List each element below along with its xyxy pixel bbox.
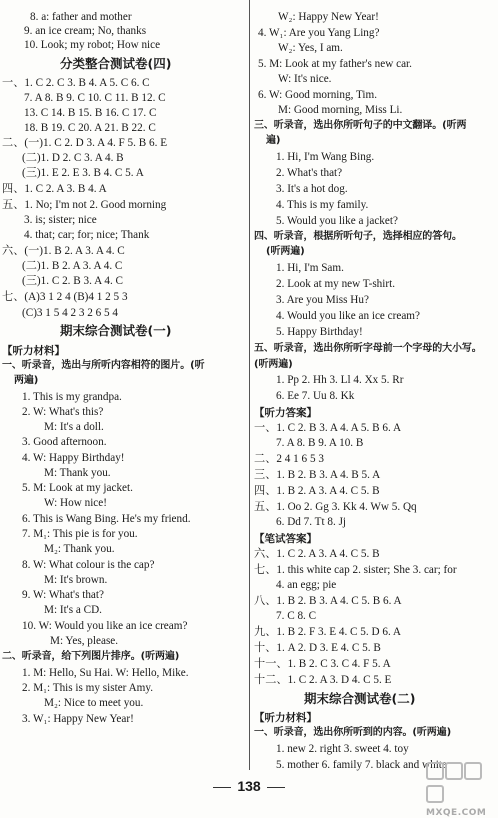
answer-line: 2. What's that? xyxy=(276,167,343,179)
answer-line: 5. M: Look at my jacket. xyxy=(22,482,133,494)
answer-line: M: It's brown. xyxy=(44,574,108,586)
answer-line: 六、(一)1. B 2. A 3. A 4. C xyxy=(2,245,125,257)
answer-line: M₂: Nice to meet you. xyxy=(44,697,144,709)
answer-line: 1. M: Hello, Su Hai. W: Hello, Mike. xyxy=(22,667,189,679)
answer-line: 二、2 4 1 6 5 3 xyxy=(254,453,324,465)
answer-line: 1. Pp 2. Hh 3. Ll 4. Xx 5. Rr xyxy=(276,374,404,386)
page-number-footer xyxy=(0,778,498,794)
answer-line: 4. an egg; pie xyxy=(276,579,337,591)
section-header: 【听力答案】 xyxy=(254,407,317,419)
answer-line: 5. M: Look at my father's new car. xyxy=(258,58,412,70)
answer-line: 5. Happy Birthday! xyxy=(276,326,363,338)
section-title: 分类整合测试卷(四) xyxy=(60,56,172,71)
answer-line: M: Thank you. xyxy=(44,467,111,479)
column-divider xyxy=(249,0,250,770)
answer-line: 5. mother 6. family 7. black and white xyxy=(276,759,447,771)
answer-line: 5. Would you like a jacket? xyxy=(276,215,398,227)
answer-line: 3. Good afternoon. xyxy=(22,436,107,448)
answer-line: 4. W₁: Are you Yang Ling? xyxy=(258,27,380,39)
question-instruction: (听两遍) xyxy=(266,246,305,257)
answer-line: M: Good morning, Miss Li. xyxy=(278,104,403,116)
page-number: 138 xyxy=(237,778,261,794)
answer-line: 2. Look at my new T-shirt. xyxy=(276,278,396,290)
answer-line: 8. W: What colour is the cap? xyxy=(22,559,155,571)
watermark-box-icon xyxy=(445,762,463,780)
answer-line: 18. B 19. C 20. A 21. B 22. C xyxy=(24,122,156,134)
answer-line: 3. It's a hot dog. xyxy=(276,183,348,195)
answer-line: 10. W: Would you like an ice cream? xyxy=(22,620,188,632)
answer-line: 13. C 14. B 15. B 16. C 17. C xyxy=(24,107,157,119)
answer-line: (三)1. E 2. E 3. B 4. C 5. A xyxy=(22,167,144,179)
answer-line: 五、1. No; I'm not 2. Good morning xyxy=(2,199,167,211)
answer-line: 9. W: What's that? xyxy=(22,589,104,601)
answer-line: (二)1. D 2. C 3. A 4. B xyxy=(22,152,124,164)
section-header: 【听力材料】 xyxy=(2,345,65,357)
answer-line: 三、1. B 2. B 3. A 4. B 5. A xyxy=(254,469,381,481)
question-instruction: 两遍) xyxy=(14,375,39,386)
answer-line: 十、1. A 2. D 3. E 4. C 5. B xyxy=(254,642,381,654)
answer-line: (C)3 1 5 4 2 3 2 6 5 4 xyxy=(22,307,119,319)
answer-line: 4. W: Happy Birthday! xyxy=(22,452,125,464)
answer-line: 4. This is my family. xyxy=(276,199,369,211)
question-instruction: 二、听录音，给下列图片排序。(听两遍) xyxy=(2,651,180,662)
answer-line: 6. Ee 7. Uu 8. Kk xyxy=(276,390,355,402)
answer-line: 10. Look; my robot; How nice xyxy=(24,39,161,51)
answer-line: 六、1. C 2. A 3. A 4. C 5. B xyxy=(254,548,380,560)
answer-line: 7. C 8. C xyxy=(276,610,317,622)
answer-line: 2. M₁: This is my sister Amy. xyxy=(22,682,154,694)
answer-line: 9. an ice cream; No, thanks xyxy=(24,25,147,37)
answer-line: 8. a: father and mother xyxy=(30,11,132,23)
section-title: 期末综合测试卷(二) xyxy=(304,691,416,706)
answer-line: 3. W₁: Happy New Year! xyxy=(22,713,134,725)
watermark-box-icon xyxy=(464,762,482,780)
dash-right xyxy=(267,787,285,788)
watermark-logo xyxy=(426,762,494,818)
answer-line: (三)1. C 2. B 3. A 4. C xyxy=(22,275,124,287)
answer-line: 6. W: Good morning, Tim. xyxy=(258,89,378,101)
answer-line: 五、1. Oo 2. Gg 3. Kk 4. Ww 5. Qq xyxy=(254,501,417,513)
answer-line: 四、1. B 2. A 3. A 4. C 5. B xyxy=(254,485,380,497)
answer-line: 2. W: What's this? xyxy=(22,406,104,418)
answer-line: 十二、1. C 2. A 3. D 4. C 5. E xyxy=(254,674,392,686)
answer-line: 6. This is Wang Bing. He's my friend. xyxy=(22,513,191,525)
answer-line: 4. Would you like an ice cream? xyxy=(276,310,420,322)
watermark-box-icon xyxy=(426,762,444,780)
question-instruction: 四、听录音，根据所听句子，选择相应的答句。 xyxy=(254,231,462,242)
dash-left xyxy=(213,787,231,788)
answer-line: 7. A 8. B 9. A 10. B xyxy=(276,437,364,449)
answer-line: 九、1. B 2. F 3. E 4. C 5. D 6. A xyxy=(254,626,402,638)
answer-line: (二)1. B 2. A 3. A 4. C xyxy=(22,260,123,272)
question-instruction: 一、听录音，选出与所听内容相符的图片。(听 xyxy=(2,360,205,371)
answer-line: 四、1. C 2. A 3. B 4. A xyxy=(2,183,107,195)
answer-line: M₂: Thank you. xyxy=(44,543,115,555)
answer-line: 3. is; sister; nice xyxy=(24,214,97,226)
watermark-url: MXQE.COM xyxy=(426,808,487,818)
answer-line: M: Yes, please. xyxy=(50,635,119,647)
answer-line: 八、1. B 2. B 3. A 4. C 5. B 6. A xyxy=(254,595,402,607)
answer-line: M: It's a doll. xyxy=(44,421,104,433)
answer-line: 7. M₁: This pie is for you. xyxy=(22,528,138,540)
answer-line: 一、1. C 2. C 3. B 4. A 5. C 6. C xyxy=(2,77,150,89)
answer-line: W₂: Yes, I am. xyxy=(278,42,343,54)
answer-line: 七、1. this white cap 2. sister; She 3. car; for xyxy=(254,564,457,576)
answer-line: 1. Hi, I'm Sam. xyxy=(276,262,344,274)
answer-line: 3. Are you Miss Hu? xyxy=(276,294,369,306)
answer-line: 6. Dd 7. Tt 8. Jj xyxy=(276,516,347,528)
answer-line: 一、1. C 2. B 3. A 4. A 5. B 6. A xyxy=(254,422,402,434)
answer-line: W: It's nice. xyxy=(278,73,332,85)
question-instruction: 遍) xyxy=(266,135,281,146)
answer-line: 1. new 2. right 3. sweet 4. toy xyxy=(276,743,409,755)
answer-line: 1. This is my grandpa. xyxy=(22,391,122,403)
answer-line: W: How nice! xyxy=(44,497,107,509)
answer-line: 七、(A)3 1 2 4 (B)4 1 2 5 3 xyxy=(2,291,128,303)
answer-line: 4. that; car; for; nice; Thank xyxy=(24,229,150,241)
section-header: 【听力材料】 xyxy=(254,712,317,724)
answer-line: 十一、1. B 2. C 3. C 4. F 5. A xyxy=(254,658,391,670)
watermark-box-icon xyxy=(426,785,444,803)
question-instruction: 三、听录音，选出你所听句子的中文翻译。(听两 xyxy=(254,120,467,131)
answer-line: M: It's a CD. xyxy=(44,604,102,616)
answer-line: W₂: Happy New Year! xyxy=(278,11,379,23)
answer-line: 1. Hi, I'm Wang Bing. xyxy=(276,151,375,163)
answer-line: 7. A 8. B 9. C 10. C 11. B 12. C xyxy=(24,92,166,104)
section-header: 【笔试答案】 xyxy=(254,533,317,545)
section-title: 期末综合测试卷(一) xyxy=(60,323,172,338)
answer-line: 二、(一)1. C 2. D 3. A 4. F 5. B 6. E xyxy=(2,137,168,149)
question-instruction: 五、听录音，选出你所听字母前一个字母的大小写。(听两遍) xyxy=(254,343,482,370)
question-instruction: 一、听录音，选出你所听到的内容。(听两遍) xyxy=(254,727,452,738)
